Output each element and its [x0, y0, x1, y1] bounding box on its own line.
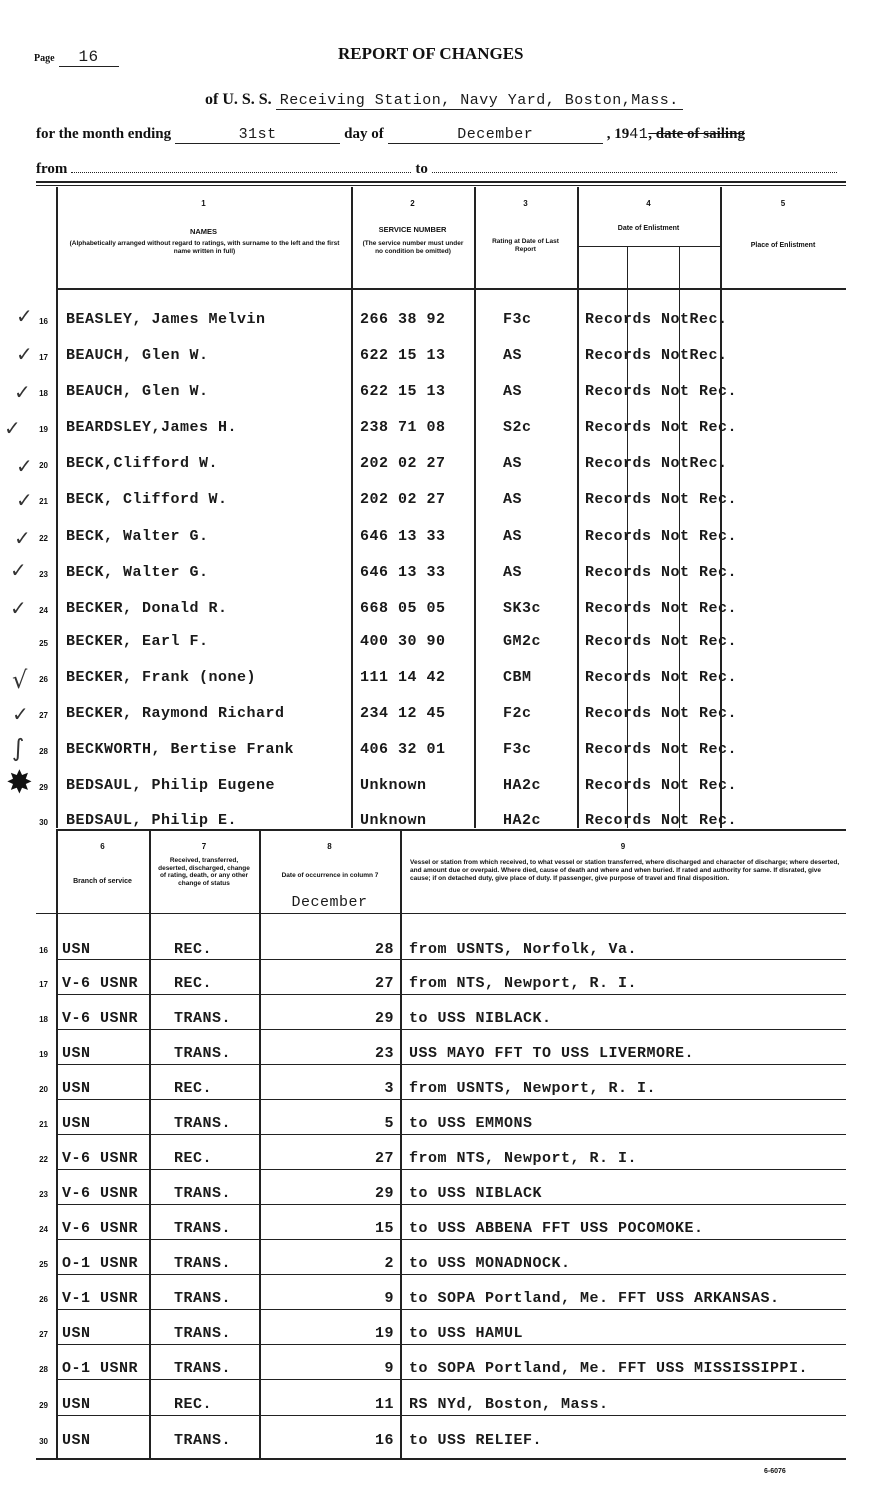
day-value: 31st [238, 126, 277, 143]
row-number: 26 [39, 675, 48, 684]
row-number: 27 [39, 1330, 48, 1339]
row-rule [56, 994, 846, 995]
name-cell: BECKER, Donald R. [66, 600, 228, 617]
service-number-cell: 622 15 13 [360, 347, 446, 364]
enlistment-cell: Records NotRec. [585, 455, 728, 472]
table-row [0, 810, 894, 830]
enlistment-sub-line [578, 246, 721, 247]
day-field [175, 125, 340, 144]
change-cell: TRANS. [174, 1432, 232, 1449]
branch-cell: USN [62, 1045, 91, 1062]
rating-cell: HA2c [503, 812, 542, 829]
enlistment-cell: Records Not Rec. [585, 669, 738, 686]
row-rule [56, 1309, 846, 1310]
of-uss-label: of U. S. S. [205, 91, 272, 108]
col4-number: 4 [646, 199, 651, 208]
col3-number: 3 [523, 199, 528, 208]
detail-cell: to USS RELIEF. [409, 1432, 543, 1449]
table-row [0, 667, 894, 691]
table-row [0, 1247, 894, 1281]
name-cell: BEASLEY, James Melvin [66, 311, 266, 328]
row-number: 20 [39, 1085, 48, 1094]
branch-cell: USN [62, 1432, 91, 1449]
rating-cell: GM2c [503, 633, 542, 650]
date-cell: 11 [374, 1396, 394, 1413]
branch-cell: USN [62, 941, 91, 958]
bottom-header-bottom-line [36, 913, 846, 914]
detail-cell: USS MAYO FFT TO USS LIVERMORE. [409, 1045, 695, 1062]
branch-cell: V-6 USNR [62, 1010, 139, 1027]
check-mark-icon: ✓ [10, 558, 27, 582]
row-number: 16 [39, 317, 48, 326]
month-value: December [457, 126, 534, 143]
table-row [0, 309, 894, 333]
change-cell: TRANS. [174, 1115, 232, 1132]
change-cell: REC. [174, 1150, 213, 1167]
service-number-cell: 646 13 33 [360, 564, 446, 581]
date-cell: 9 [384, 1360, 394, 1377]
row-number: 30 [39, 818, 48, 827]
row-number: 24 [39, 606, 48, 615]
table-row [0, 703, 894, 727]
check-mark-icon: ✓ [12, 702, 29, 726]
rating-cell: AS [503, 491, 523, 508]
name-cell: BECK, Clifford W. [66, 491, 228, 508]
branch-cell: O-1 USNR [62, 1360, 139, 1377]
date-cell: 2 [384, 1255, 394, 1272]
enlistment-cell: Records Not Rec. [585, 777, 738, 794]
form-number: 6-6076 [764, 1468, 786, 1475]
month-field [388, 125, 603, 144]
table-row [0, 1177, 894, 1211]
row-rule [56, 1169, 846, 1170]
col6-title: Branch of service [73, 878, 132, 885]
enlistment-cell: Records Not Rec. [585, 564, 738, 581]
service-number-cell: Unknown [360, 812, 427, 829]
top-header-bottom-line [56, 288, 846, 290]
service-number-cell: 646 13 33 [360, 528, 446, 545]
name-cell: BEAUCH, Glen W. [66, 383, 209, 400]
row-number: 29 [39, 1401, 48, 1410]
service-number-cell: 622 15 13 [360, 383, 446, 400]
check-mark-icon: ✓ [14, 526, 31, 550]
detail-cell: from NTS, Newport, R. I. [409, 1150, 638, 1167]
branch-cell: USN [62, 1396, 91, 1413]
day-of-label: day of [344, 126, 384, 142]
date-cell: 16 [374, 1432, 394, 1449]
row-number: 25 [39, 1260, 48, 1269]
row-number: 24 [39, 1225, 48, 1234]
enlistment-cell: Records Not Rec. [585, 600, 738, 617]
row-number: 19 [39, 1050, 48, 1059]
col1-number: 1 [201, 199, 206, 208]
row-rule [56, 1099, 846, 1100]
rating-cell: AS [503, 383, 523, 400]
enlistment-cell: Records NotRec. [585, 311, 728, 328]
table-row [0, 381, 894, 405]
detail-cell: to USS ABBENA FFT USS POCOMOKE. [409, 1220, 704, 1237]
service-number-cell: Unknown [360, 777, 427, 794]
check-mark-icon: √ [12, 666, 28, 694]
date-cell: 27 [374, 975, 394, 992]
check-mark-icon: ∫ [12, 734, 25, 762]
detail-cell: to USS MONADNOCK. [409, 1255, 571, 1272]
branch-cell: V-6 USNR [62, 975, 139, 992]
page-number: 16 [78, 48, 99, 66]
enlistment-cell: Records Not Rec. [585, 491, 738, 508]
row-number: 30 [39, 1437, 48, 1446]
table-row [0, 453, 894, 477]
page-label-text: Page [34, 53, 55, 64]
bottom-table-border-bottom [36, 1458, 846, 1460]
row-number: 27 [39, 711, 48, 720]
name-cell: BECK, Walter G. [66, 528, 209, 545]
detail-cell: from NTS, Newport, R. I. [409, 975, 638, 992]
branch-cell: O-1 USNR [62, 1255, 139, 1272]
row-rule [56, 959, 846, 960]
row-rule [56, 1415, 846, 1416]
row-rule [56, 1204, 846, 1205]
branch-cell: USN [62, 1080, 91, 1097]
branch-cell: USN [62, 1325, 91, 1342]
col3-title: Rating at Date of Last Report [492, 238, 559, 253]
bottom-table-border-top [56, 829, 846, 831]
branch-cell: V-1 USNR [62, 1290, 139, 1307]
row-number: 29 [39, 783, 48, 792]
row-number: 22 [39, 534, 48, 543]
service-number-cell: 668 05 05 [360, 600, 446, 617]
enlistment-cell: Records Not Rec. [585, 419, 738, 436]
col9-title: Vessel or station from which received, to what vessel or station transferred, where discharged and character of discharge; where deserted, and amount due or overpaid. Where died, cause of death and where and when buried. If rated and authority for same. If disrated, give cause; if on detached duty, give place of duty. If passenger, give purpose of travel and final disposition. [410, 859, 840, 882]
date-cell: 23 [374, 1045, 394, 1062]
month-ending-label: for the month ending [36, 126, 172, 142]
service-number-cell: 266 38 92 [360, 311, 446, 328]
rating-cell: AS [503, 455, 523, 472]
col4-title: Date of Enlistment [617, 225, 680, 232]
check-mark-icon: ✓ [16, 304, 33, 328]
name-cell: BECKWORTH, Bertise Frank [66, 741, 295, 758]
change-cell: TRANS. [174, 1220, 232, 1237]
table-row [0, 1352, 894, 1386]
rating-cell: F3c [503, 311, 532, 328]
check-mark-icon: ✓ [16, 488, 33, 512]
enlistment-cell: Records NotRec. [585, 347, 728, 364]
from-label: from [36, 161, 68, 177]
row-rule [56, 1029, 846, 1030]
col8-number: 8 [327, 842, 332, 851]
year-value: 41 [629, 126, 649, 143]
to-field [432, 172, 837, 173]
table-row [0, 1107, 894, 1141]
date-cell: 9 [384, 1290, 394, 1307]
page-number-field [59, 48, 119, 67]
row-number: 17 [39, 353, 48, 362]
row-number: 17 [39, 980, 48, 989]
table-row [0, 489, 894, 513]
check-mark-icon: ✓ [4, 416, 21, 440]
table-row [0, 631, 894, 655]
asterisk-mark-icon: ✸ [6, 763, 33, 801]
change-cell: REC. [174, 1396, 213, 1413]
row-rule [56, 1379, 846, 1380]
check-mark-icon: ✓ [10, 596, 27, 620]
col7-number: 7 [201, 842, 207, 851]
row-number: 19 [39, 425, 48, 434]
table-row [0, 1282, 894, 1316]
col8-title: Date of occurrence in column 7 [281, 872, 379, 879]
date-cell: 3 [384, 1080, 394, 1097]
top-table-border-top-2 [36, 185, 846, 186]
change-cell: TRANS. [174, 1010, 232, 1027]
date-cell: 27 [374, 1150, 394, 1167]
page-label [34, 48, 119, 67]
row-rule [56, 1134, 846, 1135]
name-cell: BECKER, Raymond Richard [66, 705, 285, 722]
date-cell: 28 [374, 941, 394, 958]
detail-cell: to USS NIBLACK. [409, 1010, 552, 1027]
detail-cell: to SOPA Portland, Me. FFT USS ARKANSAS. [409, 1290, 780, 1307]
rating-cell: AS [503, 564, 523, 581]
row-number: 20 [39, 461, 48, 470]
change-cell: TRANS. [174, 1185, 232, 1202]
rating-cell: F3c [503, 741, 532, 758]
change-cell: TRANS. [174, 1255, 232, 1272]
name-cell: BECK, Walter G. [66, 564, 209, 581]
table-row [0, 739, 894, 763]
month-line [36, 125, 745, 144]
change-cell: TRANS. [174, 1325, 232, 1342]
row-number: 18 [39, 1015, 48, 1024]
row-number: 22 [39, 1155, 48, 1164]
enlistment-cell: Records Not Rec. [585, 528, 738, 545]
table-row [0, 345, 894, 369]
date-cell: 5 [384, 1115, 394, 1132]
table-row [0, 1037, 894, 1071]
branch-cell: V-6 USNR [62, 1185, 139, 1202]
row-rule [56, 1239, 846, 1240]
row-number: 18 [39, 389, 48, 398]
change-cell: TRANS. [174, 1360, 232, 1377]
enlistment-cell: Records Not Rec. [585, 741, 738, 758]
rating-cell: F2c [503, 705, 532, 722]
page-title: REPORT OF CHANGES [338, 44, 524, 63]
table-row [0, 1388, 894, 1422]
name-cell: BECKER, Earl F. [66, 633, 209, 650]
detail-cell: to USS HAMUL [409, 1325, 524, 1342]
table-row [0, 775, 894, 799]
top-table-border-top [36, 181, 846, 183]
name-cell: BEAUCH, Glen W. [66, 347, 209, 364]
table-row [0, 526, 894, 550]
row-number: 23 [39, 1190, 48, 1199]
col5-number: 5 [780, 199, 786, 208]
col9-number: 9 [620, 842, 626, 851]
date-cell: 29 [374, 1185, 394, 1202]
rating-cell: AS [503, 528, 523, 545]
row-number: 26 [39, 1295, 48, 1304]
col2-title: SERVICE NUMBER [378, 225, 447, 234]
name-cell: BECKER, Frank (none) [66, 669, 257, 686]
detail-cell: RS NYd, Boston, Mass. [409, 1396, 609, 1413]
check-mark-icon: ✓ [16, 342, 33, 366]
name-cell: BECK,Clifford W. [66, 455, 219, 472]
detail-cell: to USS NIBLACK [409, 1185, 543, 1202]
service-number-cell: 406 32 01 [360, 741, 446, 758]
table-row [0, 417, 894, 441]
date-of-sailing-label: , date of sailing [648, 126, 745, 142]
detail-cell: from USNTS, Newport, R. I. [409, 1080, 657, 1097]
row-rule [56, 1274, 846, 1275]
change-cell: TRANS. [174, 1290, 232, 1307]
service-number-cell: 234 12 45 [360, 705, 446, 722]
from-field [71, 172, 411, 173]
rating-cell: AS [503, 347, 523, 364]
rating-cell: CBM [503, 669, 532, 686]
table-row [0, 1142, 894, 1176]
date-cell: 15 [374, 1220, 394, 1237]
from-line [36, 160, 837, 178]
table-row [0, 1212, 894, 1246]
row-number: 28 [39, 1365, 48, 1374]
change-cell: REC. [174, 1080, 213, 1097]
branch-cell: USN [62, 1115, 91, 1132]
row-number: 25 [39, 639, 48, 648]
service-number-cell: 238 71 08 [360, 419, 446, 436]
service-number-cell: 202 02 27 [360, 455, 446, 472]
date-cell: 19 [374, 1325, 394, 1342]
rating-cell: S2c [503, 419, 532, 436]
enlistment-cell: Records Not Rec. [585, 812, 738, 829]
col2-subtitle: (The service number must under no condition be omitted) [362, 240, 464, 255]
branch-cell: V-6 USNR [62, 1150, 139, 1167]
col2-number: 2 [410, 199, 415, 208]
table-row [0, 1072, 894, 1106]
branch-cell: V-6 USNR [62, 1220, 139, 1237]
enlistment-cell: Records Not Rec. [585, 705, 738, 722]
change-cell: TRANS. [174, 1045, 232, 1062]
col6-number: 6 [100, 842, 105, 851]
vessel-line [205, 91, 683, 109]
detail-cell: to SOPA Portland, Me. FFT USS MISSISSIPPI. [409, 1360, 809, 1377]
row-rule [56, 1064, 846, 1065]
name-cell: BEARDSLEY,James H. [66, 419, 238, 436]
to-label: to [415, 161, 428, 177]
vessel-name: Receiving Station, Navy Yard, Boston,Mass. [276, 92, 683, 110]
change-cell: REC. [174, 941, 213, 958]
table-row [0, 1002, 894, 1036]
col7-title: Received, transferred, deserted, discharged, change of rating, death, or any other change of status [158, 857, 250, 887]
table-row [0, 1424, 894, 1458]
date-cell: 29 [374, 1010, 394, 1027]
row-number: 21 [39, 497, 48, 506]
row-number: 28 [39, 747, 48, 756]
year-prefix: , 19 [606, 126, 630, 142]
table-row [0, 562, 894, 586]
check-mark-icon: ✓ [16, 454, 33, 478]
table-row [0, 967, 894, 1001]
row-rule [56, 1344, 846, 1345]
check-mark-icon: ✓ [14, 380, 31, 404]
change-cell: REC. [174, 975, 213, 992]
row-number: 21 [39, 1120, 48, 1129]
col8-month-value: December [291, 894, 368, 911]
enlistment-cell: Records Not Rec. [585, 633, 738, 650]
table-row [0, 1317, 894, 1351]
row-number: 23 [39, 570, 48, 579]
rating-cell: HA2c [503, 777, 542, 794]
table-row [0, 933, 894, 967]
name-cell: BEDSAUL, Philip Eugene [66, 777, 276, 794]
name-cell: BEDSAUL, Philip E. [66, 812, 238, 829]
service-number-cell: 202 02 27 [360, 491, 446, 508]
row-number: 16 [39, 946, 48, 955]
col1-subtitle: (Alphabetically arranged without regard to ratings, with surname to the left and the first name written in full) [69, 240, 340, 255]
service-number-cell: 400 30 90 [360, 633, 446, 650]
enlistment-cell: Records Not Rec. [585, 383, 738, 400]
rating-cell: SK3c [503, 600, 542, 617]
col1-title: NAMES [189, 227, 218, 236]
service-number-cell: 111 14 42 [360, 669, 446, 686]
table-row [0, 598, 894, 622]
col5-title: Place of Enlistment [750, 242, 816, 249]
detail-cell: from USNTS, Norfolk, Va. [409, 941, 638, 958]
detail-cell: to USS EMMONS [409, 1115, 533, 1132]
